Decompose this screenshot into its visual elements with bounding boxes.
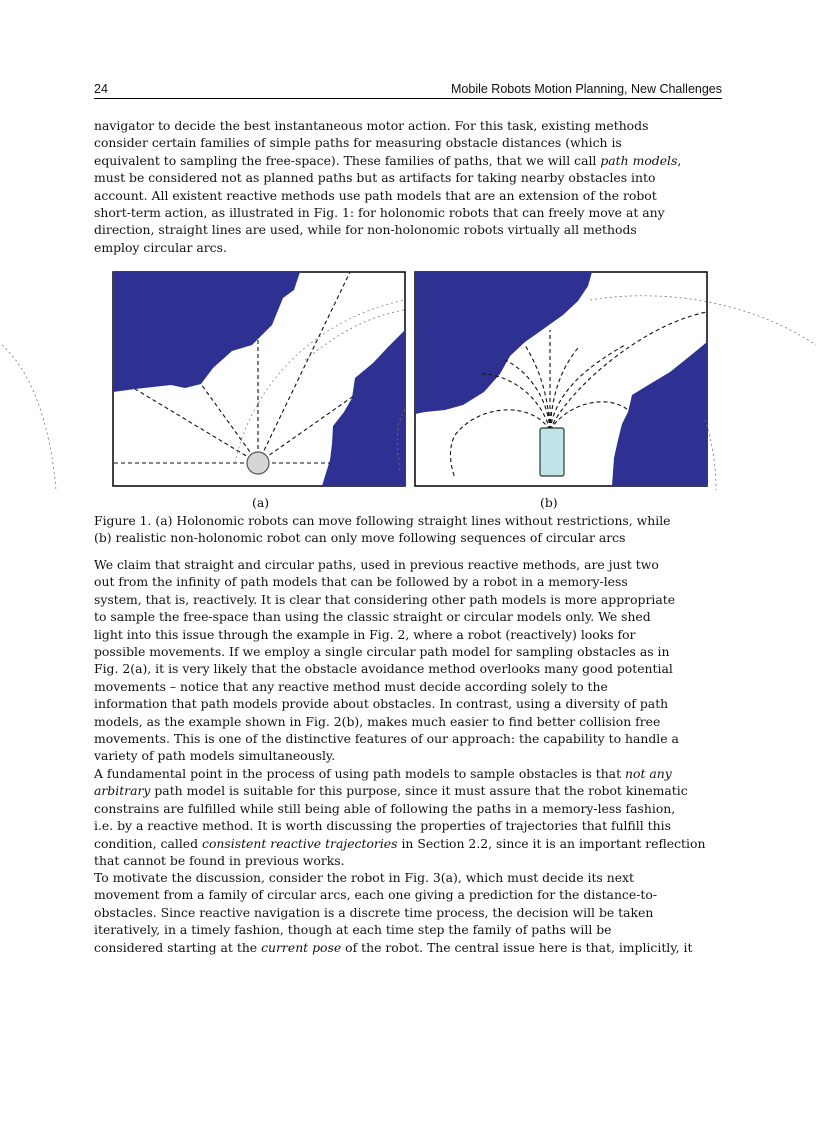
paragraph-2 — [94, 556, 722, 765]
text-line: to sample the free-space than using the classic straight or circular models only. We shed — [94, 609, 651, 625]
text-line: considered starting at the current pose of the robot. The central issue here is that, implicitly, it — [94, 939, 693, 955]
paragraph-4 — [94, 869, 722, 956]
text-line: arbitrary path model is suitable for this purpose, since it must assure that the robot kinematic — [94, 783, 688, 799]
term-not-any: not any — [625, 766, 672, 781]
text-line: system, that is, reactively. It is clear that considering other path models is more appropriate — [94, 591, 676, 607]
figure-caption — [94, 512, 722, 547]
text-line: variety of path models simultaneously. — [94, 748, 336, 764]
text-line: must be considered not as planned paths but as artifacts for taking nearby obstacles into — [94, 170, 656, 186]
text-line: condition, called consistent reactive trajectories in Section 2.2, since it is an important reflection — [94, 835, 706, 851]
running-header — [94, 80, 722, 99]
text-line: i.e. by a reactive method. It is worth discussing the properties of trajectories that fulfill this — [94, 818, 671, 834]
text-line: To motivate the discussion, consider the robot in Fig. 3(a), which must decide its next — [94, 870, 635, 885]
text-line: movements – notice that any reactive method must decide according solely to the — [94, 678, 608, 694]
text-line: possible movements. If we employ a single circular path model for sampling obstacles as in — [94, 644, 670, 660]
text-line: We claim that straight and circular paths, used in previous reactive methods, are just two — [94, 557, 659, 572]
text-line: out from the infinity of path models that can be followed by a robot in a memory-less — [94, 574, 628, 590]
subfigure-label-b: (b) — [540, 495, 558, 510]
text-line: account. All existent reactive methods use path models that are an extension of the robot — [94, 187, 657, 203]
text-line: that cannot be found in previous works. — [94, 853, 345, 869]
term-consistent-reactive-trajectories: consistent reactive trajectories — [202, 835, 398, 851]
page-number: 24 — [94, 82, 108, 96]
text-line: light into this issue through the example in Fig. 2, where a robot (reactively) looks for — [94, 626, 636, 642]
holonomic-robot — [247, 452, 269, 474]
text-line: models, as the example shown in Fig. 2(b), makes much easier to find better collision free — [94, 713, 661, 729]
term-path-models: path models — [600, 152, 678, 168]
figure-1 — [0, 265, 816, 495]
text-line: obstacles. Since reactive navigation is a discrete time process, the decision will be taken — [94, 904, 654, 920]
paragraph-3 — [94, 765, 722, 869]
non-holonomic-robot — [540, 428, 564, 476]
text-line: movements. This is one of the distinctive features of our approach: the capability to handle a — [94, 731, 679, 747]
paragraph-1 — [94, 117, 722, 256]
text-line: navigator to decide the best instantaneous motor action. For this task, existing methods — [94, 118, 649, 133]
caption-line: Figure 1. (a) Holonomic robots can move following straight lines without restrictions, while — [94, 513, 671, 528]
text-line: iteratively, in a timely fashion, though at each time step the family of paths will be — [94, 922, 612, 938]
book-title: Mobile Robots Motion Planning, New Challenges — [451, 82, 722, 96]
text-line: Fig. 2(a), it is very likely that the obstacle avoidance method overlooks many good potential — [94, 661, 673, 677]
term-arbitrary: arbitrary — [94, 783, 151, 799]
text-line: A fundamental point in the process of using path models to sample obstacles is that not any — [94, 766, 672, 781]
text-line: constrains are fulfilled while still being able of following the paths in a memory-less fashion, — [94, 800, 676, 816]
text-line: short-term action, as illustrated in Fig. 1: for holonomic robots that can freely move at any — [94, 205, 665, 221]
text-line: employ circular arcs. — [94, 239, 227, 255]
caption-line: (b) realistic non-holonomic robot can only move following sequences of circular arcs — [94, 530, 626, 546]
text-line: equivalent to sampling the free-space). These families of paths, that we will call path models, — [94, 152, 682, 168]
text-line: consider certain families of simple paths for measuring obstacle distances (which is — [94, 135, 622, 151]
subfigure-label-a: (a) — [252, 495, 270, 510]
panel-b — [415, 272, 707, 486]
text-line: information that path models provide about obstacles. In contrast, using a diversity of path — [94, 696, 669, 712]
text-line: direction, straight lines are used, while for non-holonomic robots virtually all methods — [94, 222, 637, 238]
panel-a — [113, 272, 405, 486]
text-line: movement from a family of circular arcs, each one giving a prediction for the distance-to- — [94, 887, 658, 903]
term-current-pose: current pose — [261, 939, 342, 955]
